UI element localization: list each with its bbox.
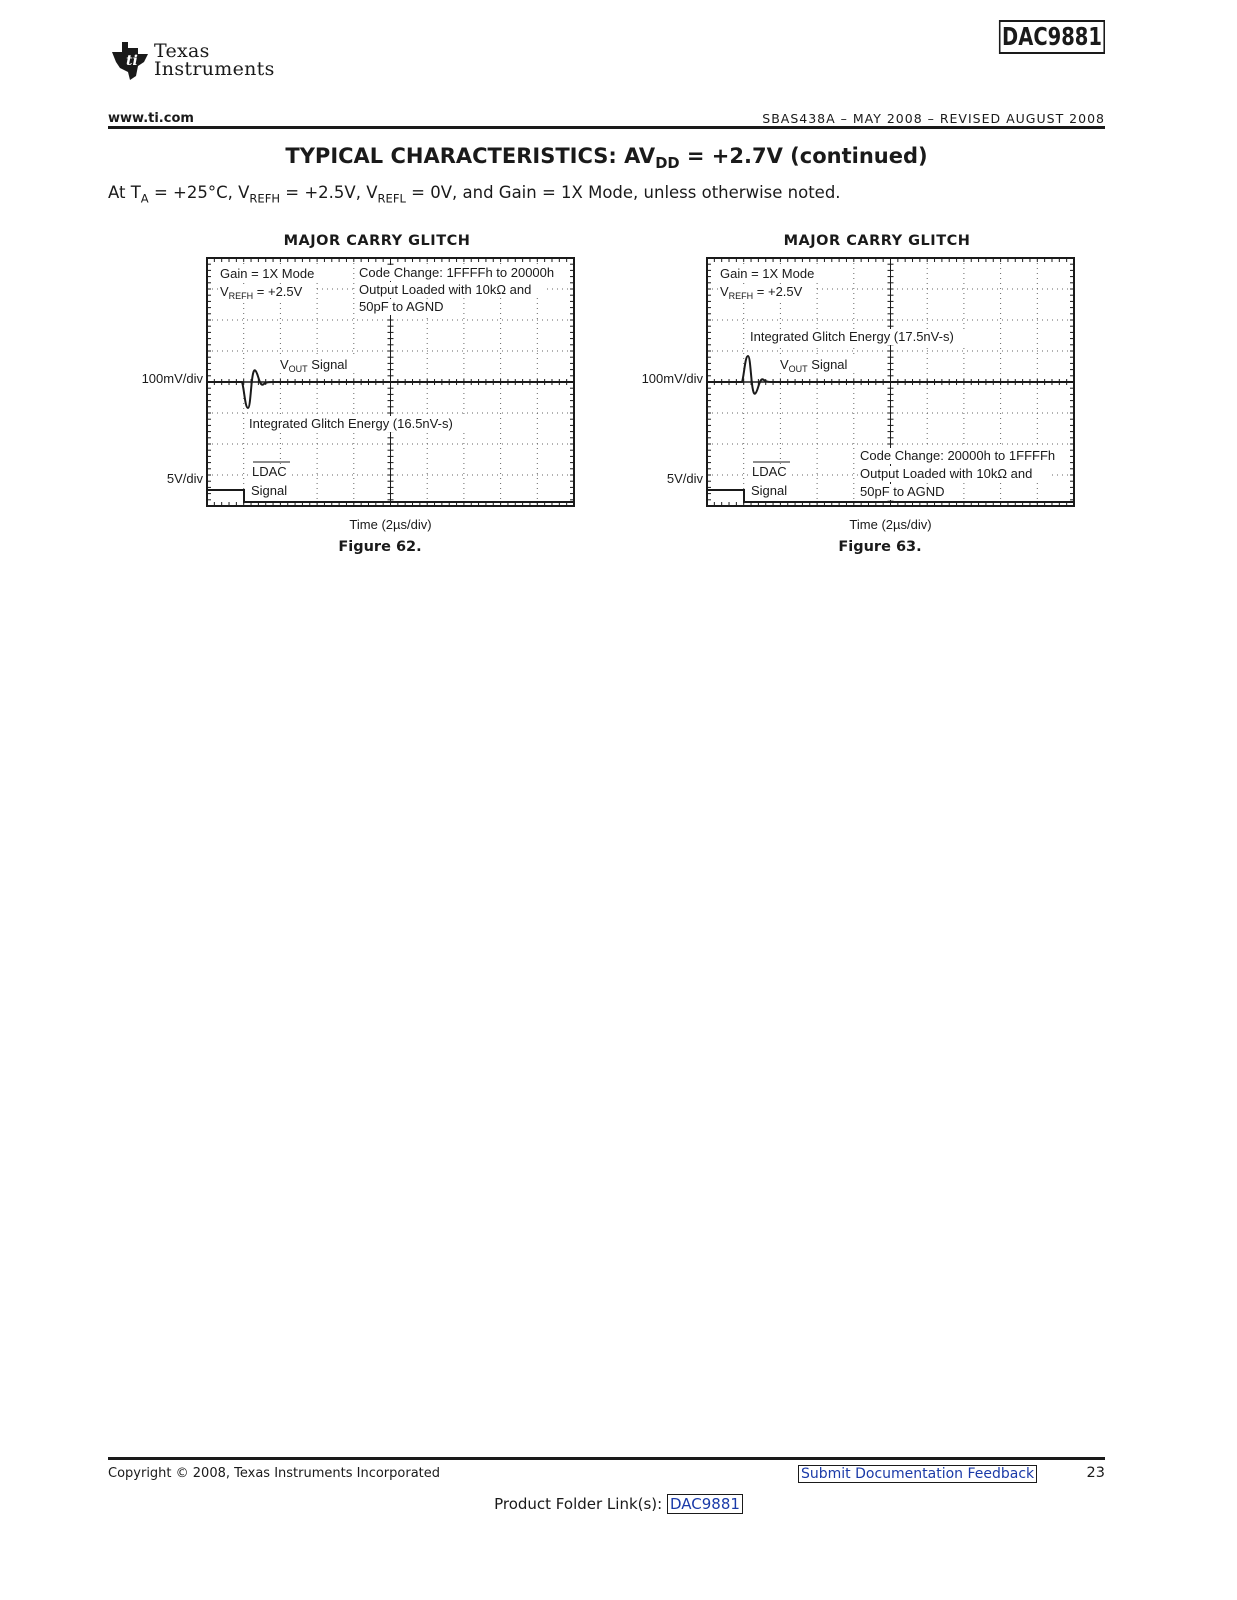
annotation-code-change: Code Change: 1FFFFh to 20000h [359, 265, 555, 280]
logo-line-1: Texas [154, 40, 210, 62]
annotation-code-change: Code Change: 20000h to 1FFFFh [860, 448, 1056, 463]
submit-feedback-link[interactable]: Submit Documentation Feedback [798, 1465, 1037, 1483]
annotation-load-line-2: 50pF to AGND [359, 299, 444, 314]
figure-caption: Figure 62. [338, 539, 422, 555]
part-number: DAC9881 [999, 20, 1105, 54]
ti-logo [108, 38, 298, 86]
annotation-glitch-energy: Integrated Glitch Energy (16.5nV-s) [249, 416, 453, 431]
annotation-vout-signal: $V_{OUT}$ Signal [280, 357, 348, 374]
section-title: TYPICAL CHARACTERISTICS: $AV_{DD} = +2.7V$ (continued) [285, 144, 928, 173]
annotation-ldac-signal: Signal [751, 483, 788, 498]
product-folder-link-line: Product Folder Link(s): DAC9881 [0, 1495, 1237, 1513]
annotation-vrefh: $V_{REFH} = +2.5V$ [220, 284, 303, 301]
figure-caption: Figure 63. [838, 539, 922, 555]
ti-logo-icon [108, 38, 152, 82]
chart-figure-63 [630, 254, 1090, 539]
annotation-ldac: LDAC [252, 464, 287, 479]
scope-plot [630, 254, 1090, 539]
annotation-load-line-2: 50pF to AGND [860, 484, 945, 499]
test-conditions: At $T_A = +25^\circ C$, $V_{REFH} = +2.5V$, $V_{REFL} = 0V$, and Gain = 1X Mode, unless otherwise noted. [108, 183, 841, 206]
y-axis-label-lower: 5V/div [666, 471, 703, 486]
svg-text:ti: ti [126, 53, 138, 69]
annotation-gain: Gain = 1X Mode [220, 266, 315, 281]
y-axis-label-upper: 100mV/div [141, 371, 203, 386]
annotation-gain: Gain = 1X Mode [720, 266, 815, 281]
chart-figure-62 [130, 254, 590, 539]
product-folder-link[interactable]: DAC9881 [667, 1494, 743, 1514]
x-axis-label: Time (2µs/div) [349, 517, 432, 532]
y-axis-label-lower: 5V/div [166, 471, 203, 486]
footer-rule [108, 1457, 1105, 1460]
annotation-load-line-1: Output Loaded with 10kΩ and [359, 282, 532, 297]
header-rule [108, 126, 1105, 129]
document-id: SBAS438A – MAY 2008 – REVISED AUGUST 2008 [762, 111, 1105, 126]
x-axis-label: Time (2µs/div) [849, 517, 932, 532]
annotation-ldac-signal: Signal [251, 483, 288, 498]
website: www.ti.com [108, 111, 194, 126]
annotation-ldac: LDAC [752, 464, 787, 479]
logo-line-2: Instruments [154, 58, 275, 80]
annotation-glitch-energy: Integrated Glitch Energy (17.5nV-s) [750, 329, 954, 344]
annotation-vout-signal: $V_{OUT}$ Signal [780, 357, 848, 374]
scope-plot [130, 254, 590, 539]
chart-title: MAJOR CARRY GLITCH [783, 233, 971, 249]
chart-title: MAJOR CARRY GLITCH [283, 233, 471, 249]
y-axis-label-upper: 100mV/div [641, 371, 703, 386]
annotation-vrefh: $V_{REFH} = +2.5V$ [720, 284, 803, 301]
page-number: 23 [1086, 1465, 1105, 1481]
annotation-load-line-1: Output Loaded with 10kΩ and [860, 466, 1033, 481]
copyright: Copyright © 2008, Texas Instruments Incorporated [108, 1466, 441, 1481]
